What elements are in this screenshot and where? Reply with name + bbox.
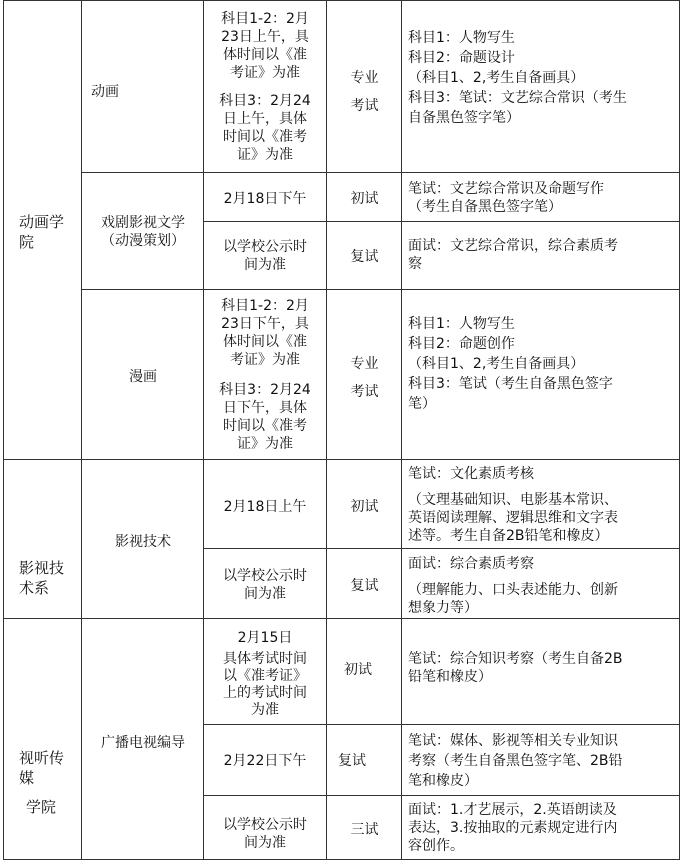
exam-stage-cell: 初试: [350, 499, 379, 515]
exam-content-cell: 面试：1.才艺展示，2.英语朗读及 表达，3.按抽取的元素规定进行内 容创作。: [408, 802, 618, 854]
exam-stage-cell: 初试: [344, 662, 372, 678]
grid-line: [81, 289, 680, 290]
college-media: 视听传 媒: [19, 749, 65, 787]
exam-time-cell: 科目1-2：2月 23日上午，具 体时间以《准 考证》为准: [221, 11, 309, 81]
exam-time-cell: 2月18日下午: [223, 191, 307, 207]
grid-line: [203, 221, 680, 222]
exam-time-cell: 2月15日: [237, 630, 293, 646]
grid-line: [401, 0, 402, 860]
grid-line: [326, 0, 327, 860]
major-cell: 广播电视编导: [101, 735, 185, 751]
exam-time-cell: 以学校公示时 间为准: [223, 817, 307, 851]
exam-content-cell: （理解能力、口头表述能力、创新 想象力等）: [408, 582, 618, 616]
exam-content-cell: 面试：综合素质考察: [408, 556, 534, 572]
major-cell: 漫画: [129, 369, 157, 385]
grid-line: [3, 459, 680, 460]
exam-content-cell: 科目1：人物写生 科目2：命题创作 （科目1、2,考生自备画具） 科目3：笔试（考生自备黑色签字 笔）: [408, 316, 613, 412]
exam-stage-cell: 专业 考试: [350, 70, 379, 114]
major-cell: 戏剧影视文学 （动漫策划）: [101, 215, 185, 249]
grid-line: [203, 724, 680, 725]
grid-line: [81, 0, 82, 860]
exam-time-cell: 科目1-2：2月 23日下午，具 体时间以《准 考证》为准: [221, 298, 309, 368]
exam-stage-cell: 初试: [350, 191, 379, 207]
grid-line: [203, 548, 680, 549]
exam-time-cell: 具体考试时间 以《准考证》 上的考试时间 为准: [223, 651, 307, 718]
exam-content-cell: （文理基础知识、电影基本常识、 英语阅读理解、逻辑思维和文字表 述等。考生自备2B铅笔和橡皮）: [408, 492, 618, 544]
exam-stage-cell: 专业 考试: [350, 356, 379, 400]
grid-line: [3, 0, 4, 860]
exam-stage-cell: 复试: [338, 753, 366, 769]
grid-line: [3, 0, 680, 1]
exam-content-cell: 笔试：文化素质考核: [408, 466, 534, 482]
college-animation: 动画学 院: [19, 213, 65, 251]
exam-time-cell: 科目3：2月24 日上午，具体 时间以《准考 证》为准: [219, 93, 311, 163]
exam-content-cell: 面试：文艺综合常识，综合素质考 察: [408, 238, 618, 272]
exam-time-cell: 2月22日下午: [223, 753, 307, 769]
grid-line: [3, 618, 680, 619]
college-media-suffix: 学院: [26, 798, 57, 816]
major-cell: 动画: [91, 84, 119, 100]
grid-line: [203, 0, 204, 860]
exam-stage-cell: 三试: [350, 822, 379, 838]
exam-schedule-table: [3, 0, 680, 860]
grid-line: [203, 795, 680, 796]
exam-stage-cell: 复试: [350, 249, 379, 265]
exam-content-cell: 笔试：文艺综合常识及命题写作 （考生自备黑色签字笔）: [408, 181, 604, 215]
grid-line: [3, 859, 680, 860]
exam-time-cell: 以学校公示时 间为准: [223, 239, 307, 273]
grid-line: [679, 0, 680, 860]
exam-content-cell: 笔试：综合知识考察（考生自备2B 铅笔和橡皮）: [408, 651, 623, 685]
exam-time-cell: 以学校公示时 间为准: [223, 568, 307, 602]
college-film-tech: 影视技 术系: [19, 559, 65, 597]
grid-line: [81, 172, 680, 173]
exam-content-cell: 笔试：媒体、影视等相关专业知识 考察（考生自备黑色签字笔、2B铅 笔和橡皮）: [408, 733, 623, 789]
exam-time-cell: 科目3：2月24 日下午，具体 时间以《准考 证》为准: [219, 382, 311, 452]
exam-stage-cell: 复试: [350, 578, 379, 594]
exam-content-cell: 科目1：人物写生 科目2：命题设计 （科目1、2,考生自备画具） 科目3：笔试：文艺综合常识（考生 自备黑色签字笔）: [408, 30, 627, 126]
exam-time-cell: 2月18日上午: [223, 499, 307, 515]
major-cell: 影视技术: [115, 534, 171, 550]
